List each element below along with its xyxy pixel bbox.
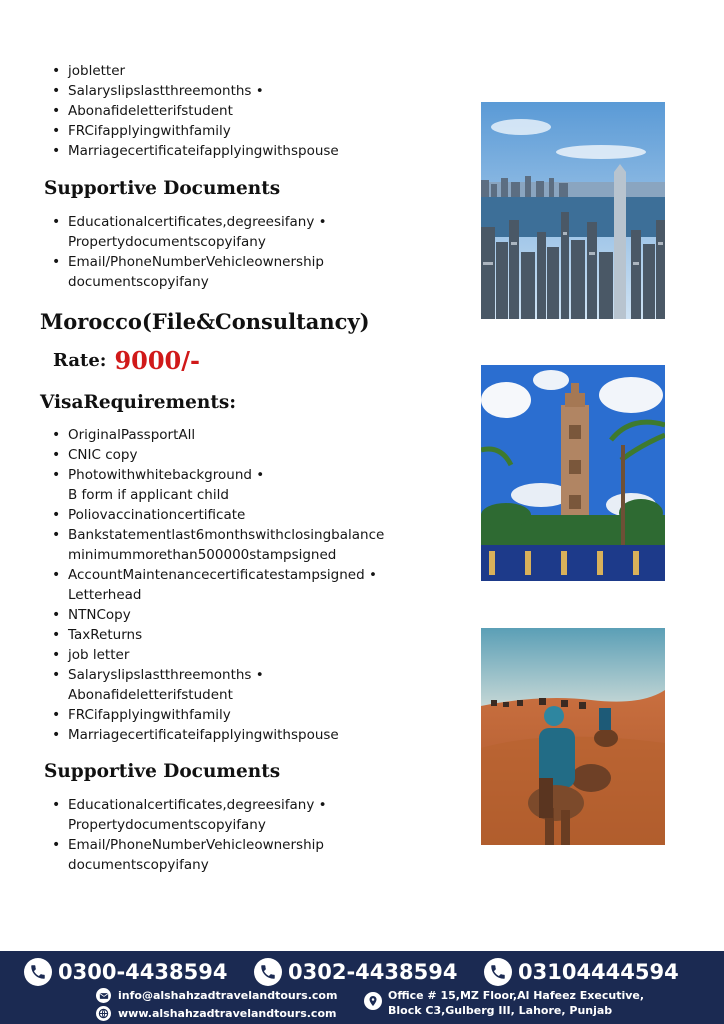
visa-requirements-heading: VisaRequirements:	[40, 392, 237, 413]
list-item-line: B form if applicant child	[68, 487, 229, 503]
list-item-line: documentscopyifany	[68, 857, 209, 873]
list-item-line: Letterhead	[68, 587, 142, 603]
list-item-line: Email/PhoneNumberVehicleownership	[68, 837, 324, 853]
list-item-line: Photowithwhitebackground •	[68, 467, 265, 483]
list-item-line: AccountMaintenancecertificatestampsigned •	[68, 567, 377, 583]
list-item-line: documentscopyifany	[68, 274, 209, 290]
phone-number-3[interactable]	[484, 958, 679, 986]
list-item-line: Bankstatementlast6monthswithclosingbalance	[68, 527, 385, 543]
phone-icon	[254, 958, 282, 986]
list-item: • Marriagecertificateifapplyingwithspouse	[52, 725, 384, 745]
phone-number-1[interactable]	[24, 958, 227, 986]
country-title: Morocco(File&Consultancy)	[40, 309, 370, 334]
top-requirements-list	[52, 61, 339, 161]
supportive-documents-heading: Supportive Documents	[44, 178, 281, 199]
list-item-line: Propertydocumentscopyifany	[68, 817, 266, 833]
rate-label: Rate:	[53, 350, 107, 371]
phone-number-text: 03104444594	[518, 960, 679, 984]
list-item: • Marriagecertificateifapplyingwithspouse	[52, 141, 339, 161]
list-item-line: Educationalcertificates,degreesifany •	[68, 797, 327, 813]
list-item-line: Salaryslipslastthreemonths •	[68, 667, 264, 683]
list-item	[52, 835, 327, 875]
desert-caravan-illustration	[481, 628, 665, 845]
address-line-1: Office # 15,MZ Floor,Al Hafeez Executive,	[388, 989, 645, 1002]
list-item-line: Educationalcertificates,degreesifany •	[68, 214, 327, 230]
supportive-documents-list	[52, 212, 327, 292]
list-item-line: Email/PhoneNumberVehicleownership	[68, 254, 324, 270]
city-skyline-illustration	[481, 102, 665, 319]
supportive-documents-heading: Supportive Documents	[44, 761, 281, 782]
list-item: • FRCifapplyingwithfamily	[52, 121, 339, 141]
phone-icon	[484, 958, 512, 986]
list-item	[52, 665, 384, 705]
globe-icon	[96, 1006, 111, 1021]
list-item-continuation	[52, 101, 339, 121]
list-item	[52, 465, 384, 505]
visa-requirements-list	[52, 425, 384, 745]
location-pin-icon	[364, 992, 382, 1010]
list-item	[52, 565, 384, 605]
supportive-documents-list	[52, 795, 327, 875]
list-item: • OriginalPassportAll	[52, 425, 384, 445]
phone-number-2[interactable]	[254, 958, 457, 986]
list-item: • NTNCopy	[52, 605, 384, 625]
phone-icon	[24, 958, 52, 986]
website-link[interactable]	[96, 1006, 336, 1021]
list-item-line: Propertydocumentscopyifany	[68, 234, 266, 250]
list-item: • FRCifapplyingwithfamily	[52, 705, 384, 725]
list-item: • job letter	[52, 645, 384, 665]
email-text: info@alshahzadtravelandtours.com	[118, 989, 338, 1002]
rate-line	[53, 346, 200, 375]
email-icon	[96, 988, 111, 1003]
phone-number-text: 0302-4438594	[288, 960, 458, 984]
list-item: • CNIC copy	[52, 445, 384, 465]
city-skyline-photo	[481, 102, 665, 319]
phone-number-text: 0300-4438594	[58, 960, 228, 984]
email-link[interactable]	[96, 988, 337, 1003]
list-item: • TaxReturns	[52, 625, 384, 645]
minaret-photo	[481, 365, 665, 581]
list-item	[52, 252, 327, 292]
website-text: www.alshahzadtravelandtours.com	[118, 1007, 337, 1020]
list-item: • Poliovaccinationcertificate	[52, 505, 384, 525]
list-item: • jobletter	[52, 61, 339, 81]
list-item-line: minimummorethan500000stampsigned	[68, 547, 337, 563]
list-item	[52, 525, 384, 565]
list-item-line: Abonafideletterifstudent	[68, 687, 233, 703]
rate-value: 9000/-	[114, 346, 200, 375]
list-item	[52, 212, 327, 252]
list-item	[52, 795, 327, 835]
address-line-2: Block C3,Gulberg III, Lahore, Punjab	[388, 1004, 613, 1017]
list-item-text: Abonafideletterifstudent	[68, 103, 233, 119]
desert-caravan-photo	[481, 628, 665, 845]
office-address	[364, 988, 644, 1018]
list-item: • Salaryslipslastthreemonths •	[52, 81, 339, 101]
minaret-illustration	[481, 365, 665, 581]
